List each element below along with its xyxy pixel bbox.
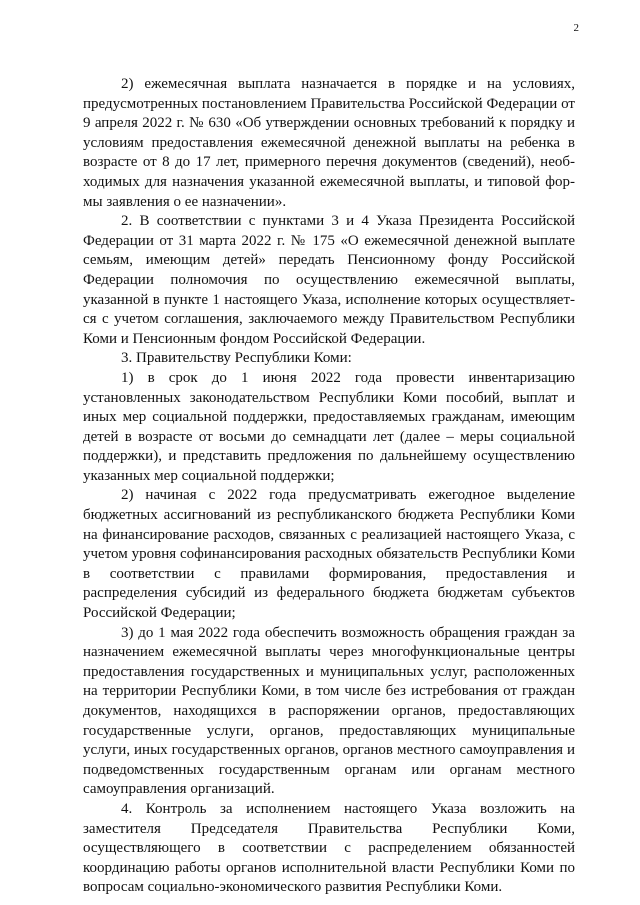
- paragraph-4: 4. Контроль за исполнением настоящего Указа возложить на заместителя Председателя Правительства Республики Коми, осуществляющего в соответствии с распределением обязанностей координацию работы органов исполнительной власти Республики Коми по вопросам социально-экономического развития Республики Коми.: [83, 800, 575, 896]
- document-body: [83, 75, 575, 898]
- paragraph-3-3: 3) до 1 мая 2022 года обеспечить возможность обращения граждан за назначением ежемесячной выплаты через многофункциональные центры предоставления государственных и муниципальных услуг, расположенных на территории Республики Коми, в том числе без истребования от граждан документов, находящихся в распоряжении органов, предоставляющих государственные услуги, органов, предоставляющих муниципальные услуги, иных государственных органов, органов местного самоуправления и подведомственных государственным органам или органам местного самоуправления организаций.: [83, 624, 575, 798]
- paragraph-3-2: 2) начиная с 2022 года предусматривать ежегодное выделение бюджетных ассигнований из республиканского бюджета Республики Коми на финансирование расходов, связанных с реализацией настоящего Указа, с учетом уровня софинансирования расходных обязательств Республики Коми в соответствии с правилами формирования, предоставления и распределения субсидий из федерального бюджета бюджетам субъектов Российской Федерации;: [83, 487, 575, 622]
- paragraph-1-2: 2) ежемесячная выплата назначается в порядке и на условиях, предусмотренных постановлением Правительства Российской Федерации от 9 апреля 2022 г. № 630 «Об утверждении основных требований к порядку и условиям предоставления ежемесячной денежной выплаты на ребенка в возрасте от 8 до 17 лет, примерного перечня документов (сведений), необходимых для назначения указанной ежемесячной выплаты, и типовой формы заявления о ее назначении».: [83, 76, 575, 210]
- paragraph-3: 3. Правительству Республики Коми:: [121, 350, 352, 367]
- page-number: 2: [573, 22, 579, 34]
- paragraph-2: 2. В соответствии с пунктами 3 и 4 Указа Президента Российской Федерации от 31 марта 2022 г. № 175 «О ежемесячной денежной выплате семьям, имеющим детей» передать Пенсионному фонду Российской Федерации полномочия по осуществлению ежемесячной выплаты, указанной в пункте 1 настоящего Указа, исполнение которых осуществляется с учетом соглашения, заключаемого между Правительством Республики Коми и Пенсионным фондом Российской Федерации.: [83, 213, 575, 347]
- paragraph-3-1: 1) в срок до 1 июня 2022 года провести инвентаризацию установленных законодательством Республики Коми пособий, выплат и иных мер социальной поддержки, предоставляемых гражданам, имеющим детей в возрасте от восьми до семнадцати лет (далее – меры социальной поддержки), и представить предложения по дальнейшему осуществлению указанных мер социальной поддержки;: [83, 369, 575, 484]
